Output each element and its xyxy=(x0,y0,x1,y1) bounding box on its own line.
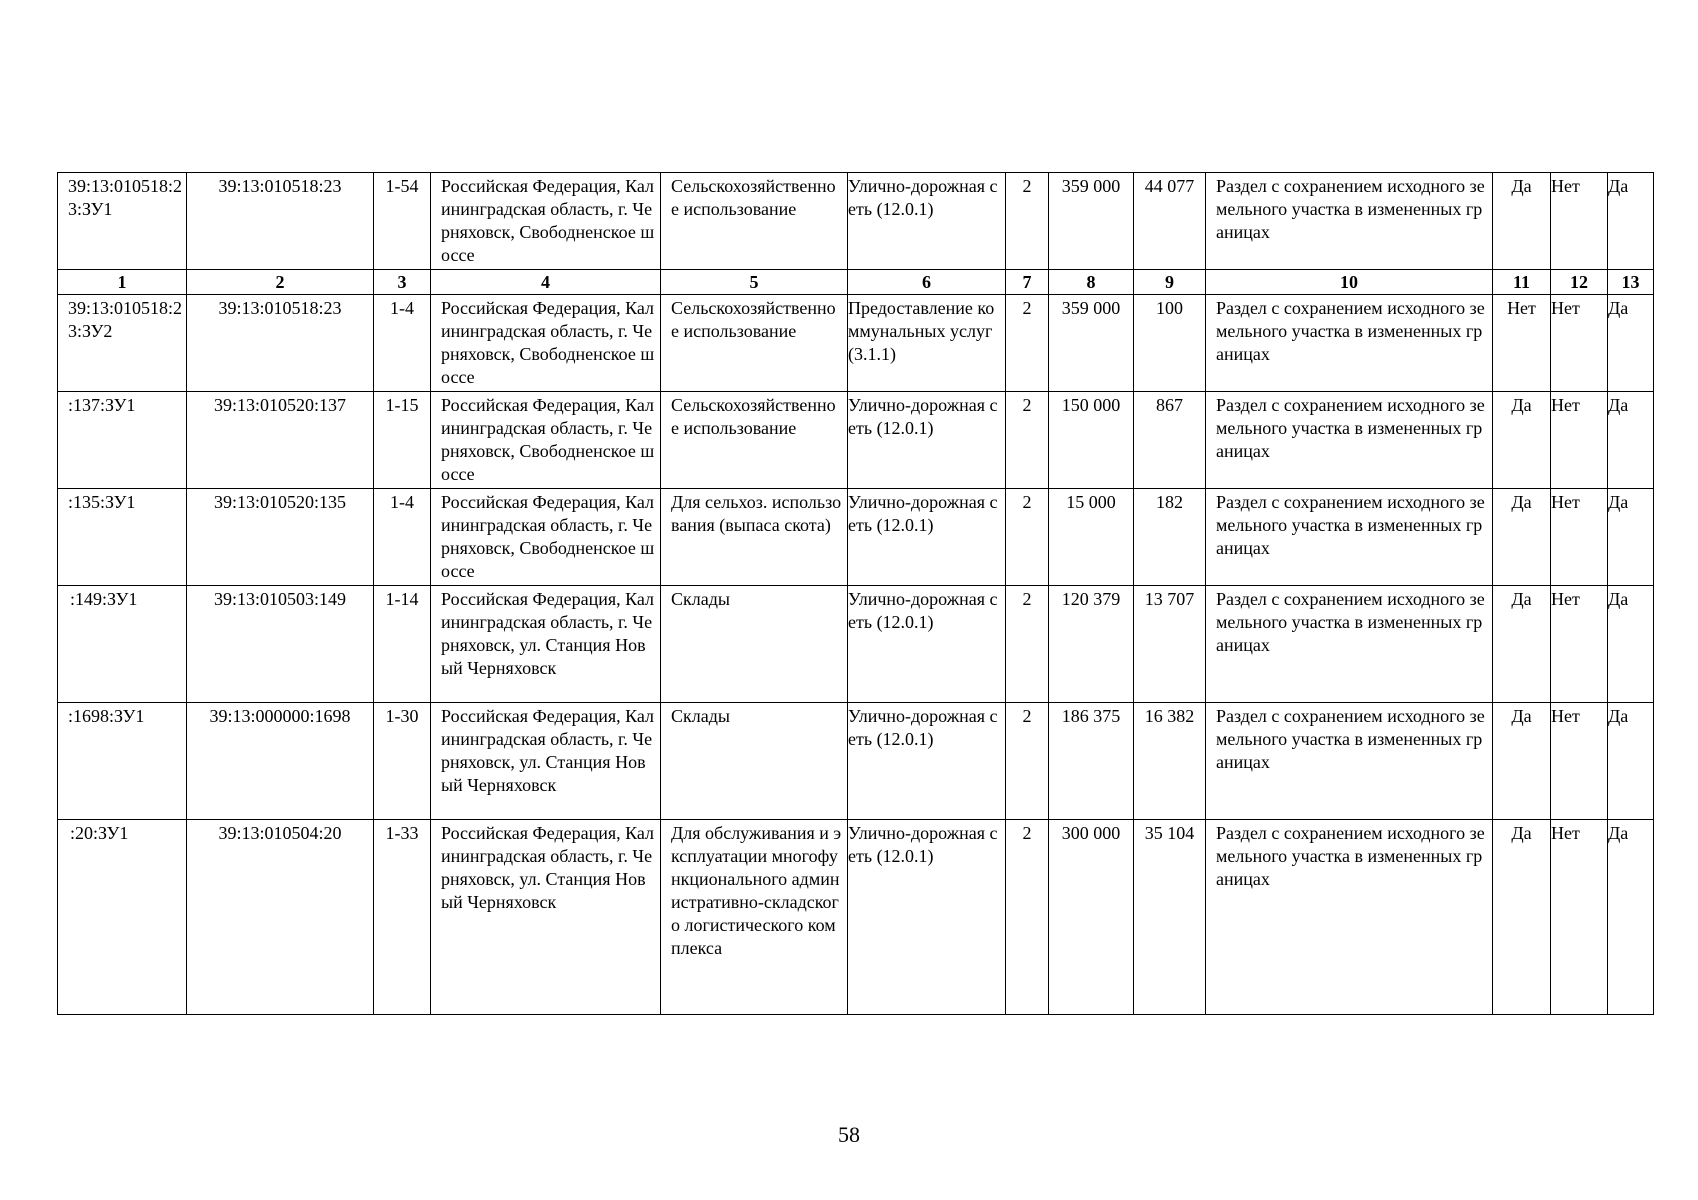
cell-area-original: 300 000 xyxy=(1049,820,1134,1015)
cell-method: Раздел с сохранением исходного земельного участка в измененных границах xyxy=(1206,703,1493,820)
cell-area-original: 359 000 xyxy=(1049,173,1134,270)
column-number: 4 xyxy=(431,270,661,295)
cell-permitted-use: Предоставление коммунальных услуг (3.1.1) xyxy=(848,295,1006,392)
cell-current-use: Склады xyxy=(661,703,848,820)
column-number: 9 xyxy=(1134,270,1206,295)
cell-address: Российская Федерация, Калининградская область, г. Черняховск, ул. Станция Новый Черняховск xyxy=(431,820,661,1015)
cell-col-13: Да xyxy=(1608,820,1654,1015)
cell-col-11: Да xyxy=(1493,489,1551,586)
cell-permitted-use: Улично-дорожная сеть (12.0.1) xyxy=(848,820,1006,1015)
cell-method: Раздел с сохранением исходного земельного участка в измененных границах xyxy=(1206,489,1493,586)
column-number: 1 xyxy=(58,270,187,295)
column-number: 12 xyxy=(1551,270,1608,295)
cell-points: 1-4 xyxy=(374,295,431,392)
cell-area-original: 359 000 xyxy=(1049,295,1134,392)
table-row xyxy=(58,295,1654,392)
cell-area-formed: 13 707 xyxy=(1134,586,1206,703)
cell-cadastral-number: 39:13:010504:20 xyxy=(187,820,374,1015)
table-row xyxy=(58,392,1654,489)
column-number-row xyxy=(58,270,1654,295)
cell-col-12: Нет xyxy=(1551,489,1608,586)
cell-area-original: 15 000 xyxy=(1049,489,1134,586)
cell-permitted-use: Улично-дорожная сеть (12.0.1) xyxy=(848,489,1006,586)
table-row xyxy=(58,820,1654,1015)
column-number: 2 xyxy=(187,270,374,295)
cell-area-formed: 182 xyxy=(1134,489,1206,586)
cell-method: Раздел с сохранением исходного земельного участка в измененных границах xyxy=(1206,586,1493,703)
cell-col-13: Да xyxy=(1608,586,1654,703)
cell-plot-designation: 39:13:010518:23:ЗУ2 xyxy=(58,295,187,392)
cell-points: 1-14 xyxy=(374,586,431,703)
cell-col-11: Да xyxy=(1493,703,1551,820)
cell-cadastral-number: 39:13:000000:1698 xyxy=(187,703,374,820)
cell-permitted-use: Улично-дорожная сеть (12.0.1) xyxy=(848,586,1006,703)
cell-address: Российская Федерация, Калининградская область, г. Черняховск, Свободненское шоссе xyxy=(431,489,661,586)
cell-col-13: Да xyxy=(1608,489,1654,586)
column-number: 13 xyxy=(1608,270,1654,295)
cell-cadastral-number: 39:13:010518:23 xyxy=(187,295,374,392)
cell-plot-designation: 39:13:010518:23:ЗУ1 xyxy=(58,173,187,270)
cell-current-use: Сельскохозяйственное использование xyxy=(661,295,848,392)
cell-col-12: Нет xyxy=(1551,820,1608,1015)
cell-points: 1-30 xyxy=(374,703,431,820)
cell-col-11: Да xyxy=(1493,392,1551,489)
cell-address: Российская Федерация, Калининградская область, г. Черняховск, Свободненское шоссе xyxy=(431,295,661,392)
cell-col-12: Нет xyxy=(1551,173,1608,270)
cell-col-13: Да xyxy=(1608,703,1654,820)
cell-col-12: Нет xyxy=(1551,392,1608,489)
cell-plot-designation: :137:ЗУ1 xyxy=(58,392,187,489)
table-row xyxy=(58,703,1654,820)
column-number: 10 xyxy=(1206,270,1493,295)
cell-points: 1-4 xyxy=(374,489,431,586)
land-plots-table xyxy=(57,172,1654,1015)
cell-cadastral-number: 39:13:010503:149 xyxy=(187,586,374,703)
cell-cadastral-number: 39:13:010520:137 xyxy=(187,392,374,489)
cell-col-11: Нет xyxy=(1493,295,1551,392)
cell-permitted-use: Улично-дорожная сеть (12.0.1) xyxy=(848,392,1006,489)
cell-permitted-use: Улично-дорожная сеть (12.0.1) xyxy=(848,173,1006,270)
column-number: 3 xyxy=(374,270,431,295)
cell-current-use: Сельскохозяйственное использование xyxy=(661,173,848,270)
cell-plot-designation: :1698:ЗУ1 xyxy=(58,703,187,820)
cell-current-use: Для сельхоз. использования (выпаса скота) xyxy=(661,489,848,586)
cell-cadastral-number: 39:13:010520:135 xyxy=(187,489,374,586)
cell-col-12: Нет xyxy=(1551,295,1608,392)
cell-area-original: 120 379 xyxy=(1049,586,1134,703)
cell-area-formed: 44 077 xyxy=(1134,173,1206,270)
cell-points: 1-54 xyxy=(374,173,431,270)
cell-method: Раздел с сохранением исходного земельного участка в измененных границах xyxy=(1206,820,1493,1015)
cell-current-use: Для обслуживания и эксплуатации многофункционального административно-складского логистического комплекса xyxy=(661,820,848,1015)
cell-col-11: Да xyxy=(1493,173,1551,270)
cell-category: 2 xyxy=(1006,489,1049,586)
column-number: 8 xyxy=(1049,270,1134,295)
table-row xyxy=(58,173,1654,270)
cell-address: Российская Федерация, Калининградская область, г. Черняховск, ул. Станция Новый Черняховск xyxy=(431,703,661,820)
cell-category: 2 xyxy=(1006,820,1049,1015)
cell-col-12: Нет xyxy=(1551,586,1608,703)
cell-method: Раздел с сохранением исходного земельного участка в измененных границах xyxy=(1206,295,1493,392)
cell-plot-designation: :135:ЗУ1 xyxy=(58,489,187,586)
column-number: 5 xyxy=(661,270,848,295)
cell-col-13: Да xyxy=(1608,173,1654,270)
cell-col-11: Да xyxy=(1493,820,1551,1015)
cell-plot-designation: :149:ЗУ1 xyxy=(58,586,187,703)
cell-col-13: Да xyxy=(1608,295,1654,392)
cell-category: 2 xyxy=(1006,586,1049,703)
cell-col-12: Нет xyxy=(1551,703,1608,820)
cell-area-formed: 16 382 xyxy=(1134,703,1206,820)
cell-col-13: Да xyxy=(1608,392,1654,489)
table-row xyxy=(58,586,1654,703)
cell-plot-designation: :20:ЗУ1 xyxy=(58,820,187,1015)
cell-method: Раздел с сохранением исходного земельного участка в измененных границах xyxy=(1206,392,1493,489)
cell-permitted-use: Улично-дорожная сеть (12.0.1) xyxy=(848,703,1006,820)
column-number: 11 xyxy=(1493,270,1551,295)
column-number: 6 xyxy=(848,270,1006,295)
cell-col-11: Да xyxy=(1493,586,1551,703)
cell-area-original: 186 375 xyxy=(1049,703,1134,820)
cell-address: Российская Федерация, Калининградская область, г. Черняховск, Свободненское шоссе xyxy=(431,392,661,489)
cell-address: Российская Федерация, Калининградская область, г. Черняховск, ул. Станция Новый Черняховск xyxy=(431,586,661,703)
cell-cadastral-number: 39:13:010518:23 xyxy=(187,173,374,270)
cell-address: Российская Федерация, Калининградская область, г. Черняховск, Свободненское шоссе xyxy=(431,173,661,270)
cell-current-use: Сельскохозяйственное использование xyxy=(661,392,848,489)
cell-current-use: Склады xyxy=(661,586,848,703)
cell-points: 1-15 xyxy=(374,392,431,489)
page-number: 58 xyxy=(838,1122,860,1147)
cell-area-original: 150 000 xyxy=(1049,392,1134,489)
cell-points: 1-33 xyxy=(374,820,431,1015)
cell-category: 2 xyxy=(1006,173,1049,270)
cell-area-formed: 35 104 xyxy=(1134,820,1206,1015)
cell-method: Раздел с сохранением исходного земельного участка в измененных границах xyxy=(1206,173,1493,270)
cell-category: 2 xyxy=(1006,295,1049,392)
column-number: 7 xyxy=(1006,270,1049,295)
cell-area-formed: 867 xyxy=(1134,392,1206,489)
cell-area-formed: 100 xyxy=(1134,295,1206,392)
cell-category: 2 xyxy=(1006,703,1049,820)
table-row xyxy=(58,489,1654,586)
cell-category: 2 xyxy=(1006,392,1049,489)
